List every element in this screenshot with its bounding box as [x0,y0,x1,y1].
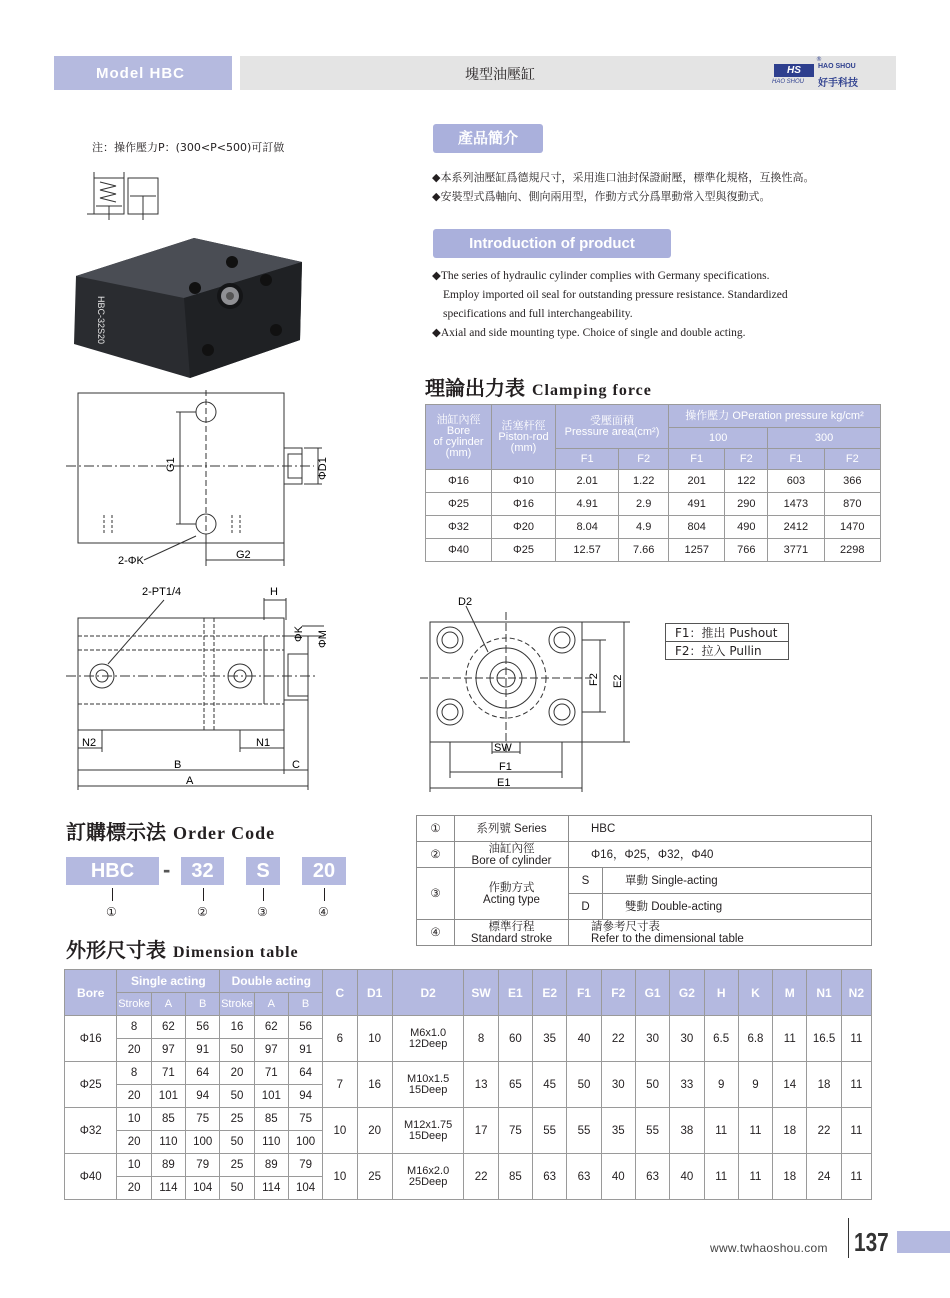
order-title-en: Order Code [172,823,276,843]
dimension-title-cn: 外形尺寸表 [66,938,166,962]
table-row: D 雙動 Double-acting [417,894,872,920]
side-view-drawing [64,580,344,794]
table-row: Φ25 8 71 64 20 71 64 7 16 M10x1.5 15Deep 13 65 45 50 30 50 33 9 9 14 18 11 [65,1062,872,1085]
table-row: 20 101 94 50 101 94 [65,1085,872,1108]
product-photo [70,232,310,382]
top-view-drawing [64,390,344,570]
dim-g2: G2 [236,549,251,561]
intro-line: Employ imported oil seal for outstanding pressure resistance. Standardized [443,289,788,301]
table-row: Φ40 10 89 79 25 89 79 10 25 M16x2.0 25Deep 22 85 63 63 40 63 40 11 11 18 24 11 [65,1154,872,1177]
dim-head-double: Double acting [220,970,323,993]
table-row: ① 系列號 Series HBC [417,816,872,842]
order-code-dash: - [163,857,171,882]
dimension-title-en: Dimension table [172,944,299,961]
intro-line: ◆本系列油壓缸爲德規尺寸，采用進口油封保證耐壓，標準化規格，互換性高。 [432,171,815,184]
dim-a: A [186,775,194,787]
order-title-cn: 訂購標示法 [66,820,166,844]
dimension-table: Bore Single acting Double acting C D1 D2 SW E1 E2 F1 F2 G1 G2 H K M N1 N2 Stroke A B Stroke A B Φ16 8 62 56 16 62 56 6 10 M6x1.0 12Deep 8 60 35 40 22 30 30 6.5 6.8 11 16.5 11 20 97 91 50 97 91 Φ25 8 71 64 20 71 64 7 16 M10x1.5 15Deep 13 65 45 50 30 50 33 9 9 14 18 11 20 101 94 50 101 94 Φ32 10 85 75 25 85 75 10 20 M12x1.75 15Deep 17 75 55 55 35 55 38 11 11 18 22 11 20 110 100 50 110 100 Φ40 10 89 79 25 89 79 10 25 M16x2.0 25Deep 22 85 63 63 40 63 40 11 11 18 24 11 20 114 104 50 114 104 [64,969,872,1200]
table-row: Φ16 8 62 56 16 62 56 6 10 M6x1.0 12Deep 8 60 35 40 22 30 30 6.5 6.8 11 16.5 11 [65,1016,872,1039]
table-row: Φ16 Φ10 2.01 1.22 201 122 603 366 [426,470,881,493]
dim-pt: 2-PT1/4 [142,586,182,598]
page-number: 137 [854,1227,889,1257]
order-num: ① [106,905,117,919]
product-label: HBC-32S20 [96,296,106,345]
hydraulic-symbol [82,170,162,222]
clamp-head-f1: F1 [768,449,824,470]
clamp-head-bore: 油缸內徑 Bore of cylinder (mm) [426,405,492,470]
clamp-head-f2: F2 [725,449,768,470]
intro-text-cn [432,168,814,206]
intro-badge-en: Introduction of product [433,229,671,258]
clamping-title [425,372,652,401]
footer-bar [897,1231,950,1253]
dim-sw: SW [494,742,512,754]
dim-n2: N2 [82,737,97,749]
dim-e1: E1 [497,777,511,789]
order-code-table [416,815,872,946]
arrow-icon [203,888,204,901]
order-num: ④ [318,905,329,919]
page-title: 塊型油壓缸 [465,67,535,83]
table-row: 20 110 100 50 110 100 [65,1131,872,1154]
table-row: Φ32 10 85 75 25 85 75 10 20 M12x1.75 15Deep 17 75 55 55 35 55 38 11 11 18 22 11 [65,1108,872,1131]
order-code-bore: 32 [181,857,224,885]
clamp-head-rod: 活塞杆徑 Piston-rod (mm) [492,405,556,470]
order-code-acting: S [246,857,280,885]
logo-sub: HAO SHOU [772,79,805,85]
clamping-table [425,404,881,562]
dim-head-single: Single acting [117,970,220,993]
force-legend [665,623,789,660]
dim-d2: D2 [458,596,473,608]
logo-mark: HS [774,64,814,77]
arrow-icon [263,888,264,901]
clamp-head-f2: F2 [619,449,669,470]
intro-badge-cn: 產品簡介 [433,124,543,153]
pressure-note: 注：操作壓力P：(300<P<500)可訂做 [92,141,285,154]
model-label: Model HBC [54,56,232,90]
table-row: Φ40 Φ25 12.57 7.66 1257 766 3771 2298 [426,539,881,562]
table-row: 20 114 104 50 114 104 [65,1177,872,1200]
dim-f1: F1 [499,761,512,773]
footer-url[interactable]: www.twhaoshou.com [710,1241,828,1255]
order-code-stroke: 20 [302,857,346,885]
dim-b: B [174,759,182,771]
order-num: ② [197,905,208,919]
logo-registered: ® [816,56,822,63]
footer-divider [848,1218,849,1258]
dimension-title [66,934,299,963]
clamp-head-p300: 300 [768,428,881,449]
order-num: ③ [257,905,268,919]
dim-k: 2-ΦK [118,555,144,567]
logo-english: HAO SHOU [818,63,856,70]
legend-f2: F2：拉入 Pullin [666,642,789,660]
clamping-title-en: Clamping force [531,382,652,399]
front-view-drawing [420,592,640,792]
intro-line: ◆Axial and side mounting type. Choice of single and double acting. [432,327,746,339]
dim-m: ΦM [317,630,329,648]
clamping-title-cn: 理論出力表 [425,376,525,400]
clamp-head-f1: F1 [669,449,725,470]
table-row: ③ 作動方式 Acting type S 單動 Single-acting [417,868,872,894]
table-row: Φ25 Φ16 4.91 2.9 491 290 1473 870 [426,493,881,516]
clamp-head-f2: F2 [824,449,880,470]
intro-line: specifications and full interchangeability. [443,308,633,320]
intro-text-en [432,267,788,343]
intro-line: ◆The series of hydraulic cylinder complies with Germany specifications. [432,270,770,282]
clamp-head-f1: F1 [556,449,619,470]
legend-f1: F1：推出 Pushout [666,624,789,642]
dim-k-side: ΦK [293,625,305,642]
table-row: ④ 標準行程 Standard stroke 請參考尺寸表 Refer to the dimensional table [417,920,872,946]
order-code-series: HBC [66,857,159,885]
dim-g1: G1 [165,457,177,472]
table-row: Φ32 Φ20 8.04 4.9 804 490 2412 1470 [426,516,881,539]
clamp-head-p100: 100 [669,428,768,449]
table-row: 20 97 91 50 97 91 [65,1039,872,1062]
arrow-icon [324,888,325,901]
dim-f2: F2 [588,673,600,686]
table-row: ② 油缸內徑 Bore of cylinder Φ16，Φ25，Φ32，Φ40 [417,842,872,868]
clamp-head-area: 受壓面積 Pressure area(cm²) [556,405,669,449]
dim-n1: N1 [256,737,271,749]
logo-chinese: 好手科技 [818,78,858,89]
order-title [66,816,275,845]
dim-head-bore: Bore [65,970,117,1016]
clamp-head-pressure: 操作壓力 OPeration pressure kg/cm² [669,405,881,428]
dim-h: H [270,586,278,598]
intro-line: ◆安裝型式爲軸向、側向兩用型，作動方式分爲單動常入型與復動式。 [432,190,771,203]
arrow-icon [112,888,113,901]
dim-d1: ΦD1 [317,457,329,480]
dim-e2: E2 [612,674,624,688]
dim-c: C [292,759,300,771]
